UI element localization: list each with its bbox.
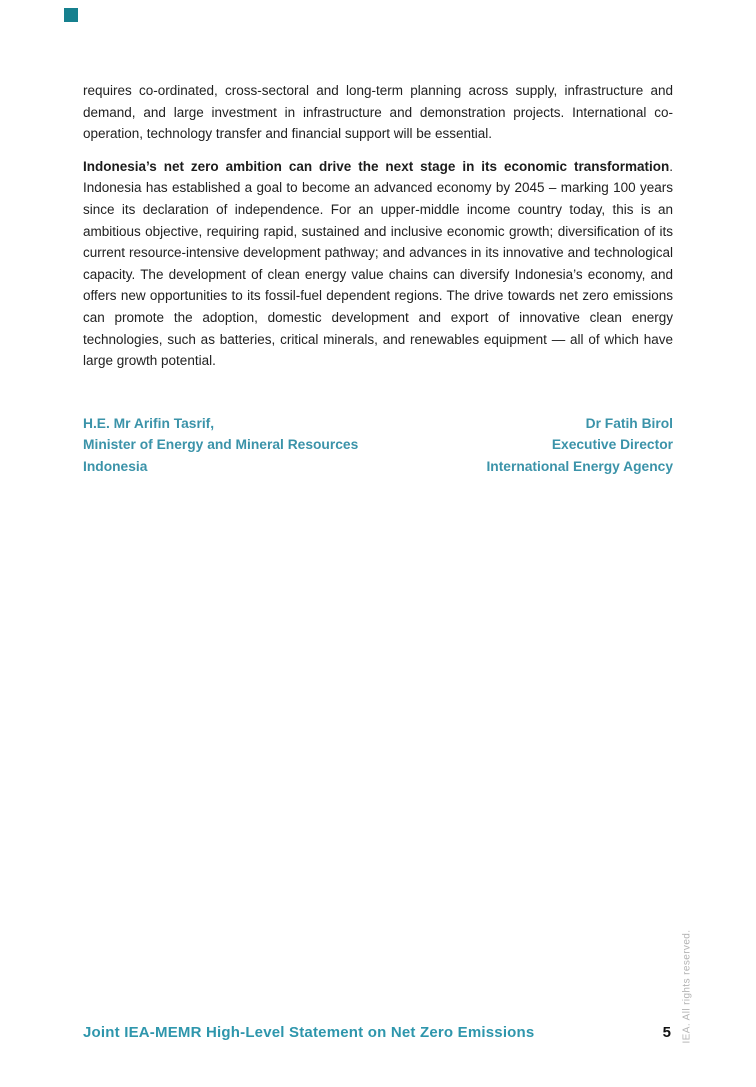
signatory-iea-title: Executive Director: [551, 437, 673, 453]
signatory-memr-org: Indonesia: [83, 458, 148, 474]
paragraph-continuation-text: requires co-ordinated, cross-sectoral and long-term planning across supply, infrastructure and demand, and large investment in infrastructure and demonstration projects. International co-operation, technology transfer and financial support will be essential.: [83, 83, 673, 142]
footer-document-title: Joint IEA-MEMR High-Level Statement on Net Zero Emissions: [83, 1024, 535, 1041]
paragraph-lead-bold: Indonesia’s net zero ambition can drive the next stage in its economic transformation: [83, 158, 670, 174]
signatory-memr: [83, 413, 358, 477]
paragraph-continuation: [83, 80, 673, 145]
paragraph-indonesia-ambition: [83, 156, 673, 372]
page-number: 5: [662, 1024, 671, 1041]
signature-section: [83, 413, 673, 477]
signatory-memr-title: Minister of Energy and Mineral Resources: [83, 437, 359, 453]
paragraph-body-text: . Indonesia has established a goal to become an advanced economy by 2045 – marking 100 years since its declaration of independence. For an upper-middle income country today, this is an ambitious objective, requiring rapid, sustained and inclusive economic growth; diversification of its current resource-intensive development pathway; and advances in its innovative and technological capacity. The development of clean energy value chains can diversify Indonesia’s economy, and offers new opportunities to its fossil-fuel dependent regions. The drive towards net zero emissions can promote the adoption, domestic development and export of innovative clean energy technologies, such as batteries, critical minerals, and renewables equipment — all of which have large growth potential.: [83, 158, 673, 369]
signatory-iea-org: International Energy Agency: [486, 458, 673, 474]
signatory-iea-name: Dr Fatih Birol: [585, 416, 673, 431]
copyright-vertical-text: IEA. All rights reserved.: [681, 929, 693, 1044]
page-corner-marker: [64, 8, 78, 22]
signatory-memr-name: H.E. Mr Arifin Tasrif,: [83, 416, 215, 431]
signatory-iea: [486, 413, 673, 477]
page-body: [83, 80, 673, 383]
